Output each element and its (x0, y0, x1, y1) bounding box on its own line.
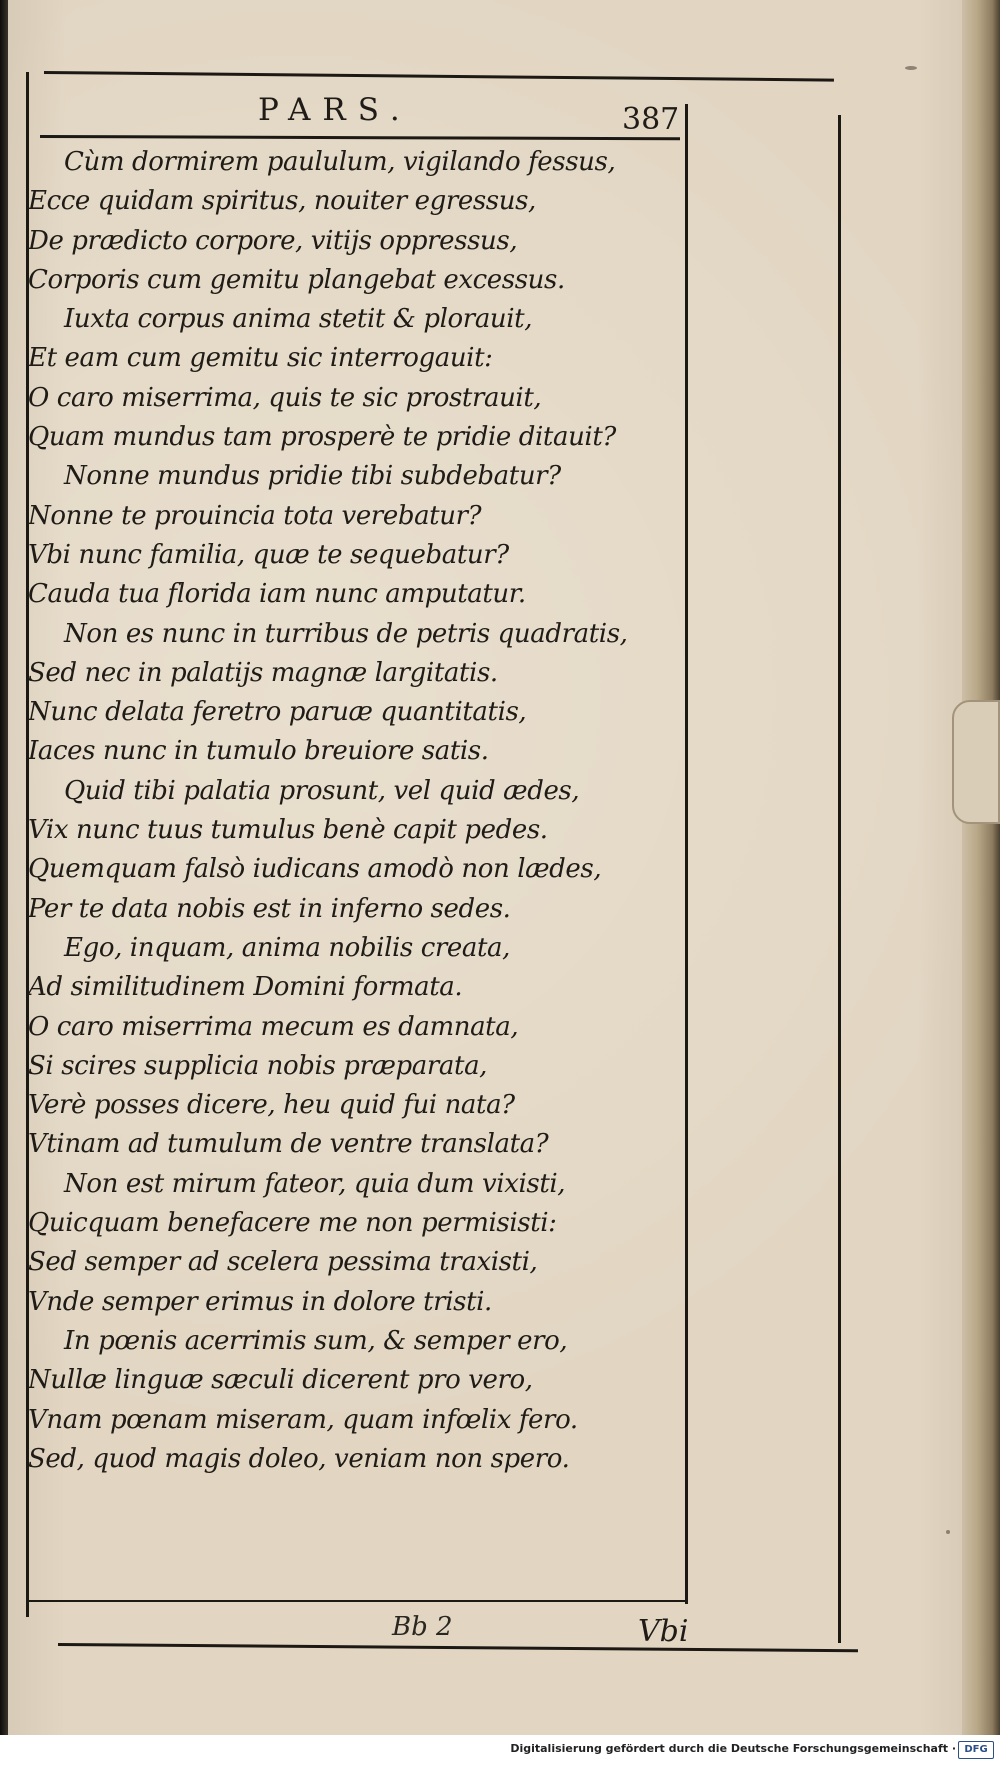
verse-line: Et eam cum gemitu sic interrogauit: (28, 343, 493, 374)
verse-line: Si scires supplicia nobis præparata, (28, 1050, 488, 1081)
signature-mark: Bb 2 (392, 1612, 453, 1642)
verse-line: Sed semper ad scelera pessima traxisti, (28, 1247, 538, 1278)
verse-line: Quicquam benefacere me non permisisti: (28, 1208, 557, 1239)
catchword: Vbi (638, 1614, 689, 1649)
dfg-logo: DFG (958, 1741, 994, 1759)
verse-line: De prædicto corpore, vitijs oppressus, (28, 225, 518, 256)
verse-line: In pœnis acerrimis sum, & semper ero, (64, 1325, 568, 1356)
verse-line: Nullæ linguæ sæculi dicerent pro vero, (28, 1365, 533, 1396)
funding-credit: Digitalisierung gefördert durch die Deutsche Forschungsgemeinschaft · (510, 1742, 956, 1755)
running-header: PARS. (258, 92, 412, 128)
verse-line: Vnde semper erimus in dolore tristi. (28, 1286, 492, 1317)
ink-speck (946, 1530, 950, 1534)
verse-line: Non es nunc in turribus de petris quadratis, (64, 618, 628, 649)
verse-line: Corporis cum gemitu plangebat excessus. (28, 264, 565, 295)
verse-line: Vtinam ad tumulum de ventre translata? (28, 1129, 549, 1160)
text-bottom-rule (28, 1600, 688, 1602)
verse-line: Sed, quod magis doleo, veniam non spero. (28, 1443, 570, 1474)
verse-line: Non est mirum fateor, quia dum vixisti, (64, 1168, 566, 1199)
verse-line: Nonne te prouincia tota verebatur? (28, 500, 482, 531)
verse-line: Iaces nunc in tumulo breuiore satis. (28, 736, 489, 767)
verse-line: Nonne mundus pridie tibi subdebatur? (64, 461, 561, 492)
verse-line: O caro miserrima mecum es damnata, (28, 1011, 519, 1042)
page-number: 387 (622, 102, 680, 137)
verse-line: Quemquam falsò iudicans amodò non lædes, (28, 854, 602, 885)
verse-line: Sed nec in palatijs magnæ largitatis. (28, 657, 498, 688)
verse-line: Vix nunc tuus tumulus benè capit pedes. (28, 815, 548, 846)
verse-line: Cùm dormirem paululum, vigilando fessus, (64, 147, 616, 177)
verse-line: Vbi nunc familia, quæ te sequebatur? (28, 539, 509, 570)
verse-line: Vnam pœnam miseram, quam infœlix fero. (28, 1404, 578, 1435)
verse-line: Ad similitudinem Domini formata. (28, 972, 463, 1003)
verse-line: O caro miserrima, quis te sic prostrauit, (28, 382, 542, 413)
verse-line: Nunc delata feretro paruæ quantitatis, (28, 697, 527, 728)
verse-line: Per te data nobis est in inferno sedes. (28, 893, 511, 924)
page-clip (952, 700, 1000, 824)
verse-line: Ego, inquam, anima nobilis creata, (64, 932, 511, 963)
book-fore-edge (962, 0, 1000, 1735)
verse-line: Verè posses dicere, heu quid fui nata? (28, 1090, 515, 1121)
ink-speck (905, 66, 917, 70)
verse-line: Iuxta corpus anima stetit & plorauit, (64, 304, 533, 335)
verse-line: Cauda tua florida iam nunc amputatur. (28, 579, 526, 610)
verse-line: Ecce quidam spiritus, nouiter egressus, (28, 186, 536, 217)
verse-text-block (28, 143, 688, 1479)
outer-right-frame-rule (838, 115, 841, 1643)
verse-line: Quam mundus tam prosperè te pridie ditauit? (28, 422, 616, 453)
verse-line: Quid tibi palatia prosunt, vel quid ædes, (64, 775, 580, 806)
